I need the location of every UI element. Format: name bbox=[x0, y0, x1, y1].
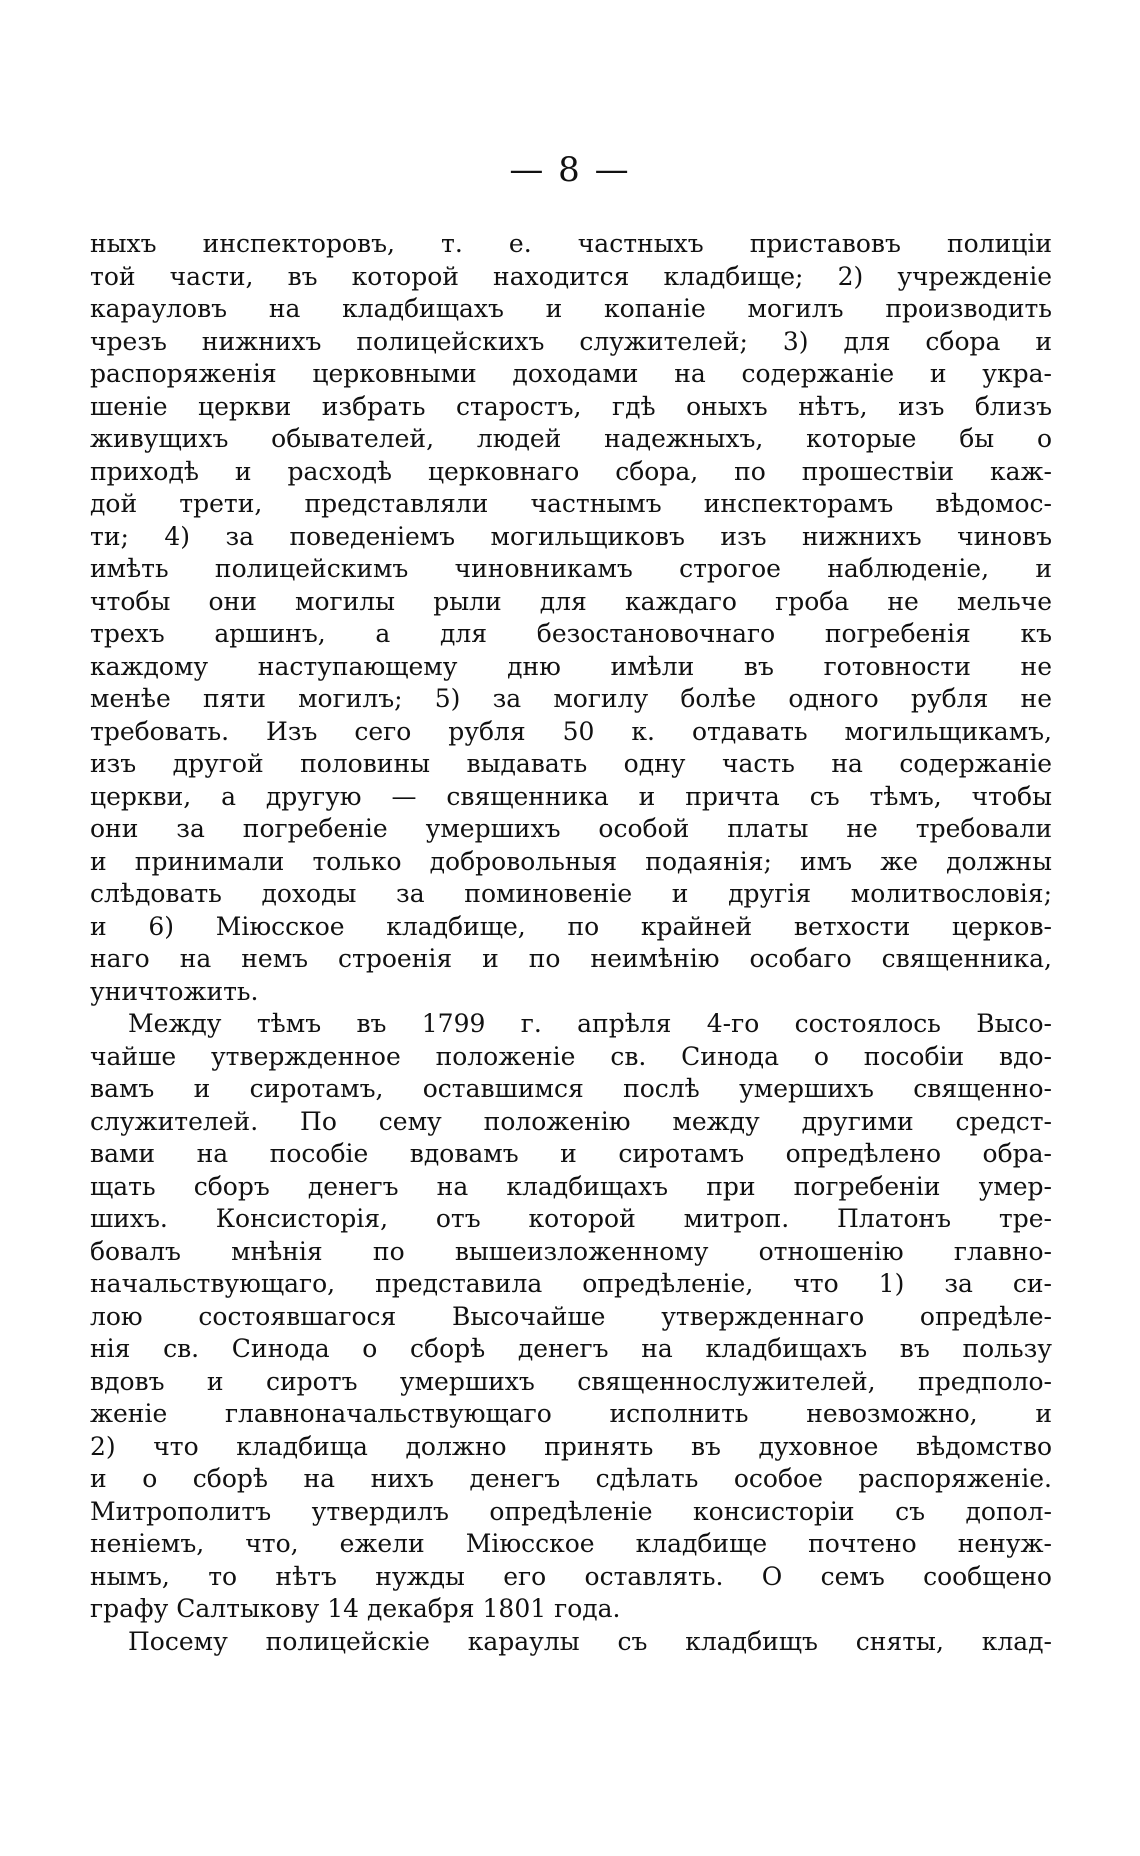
text-line: бовалъ мнѣнія по вышеизложенному отношенію главно- bbox=[90, 1236, 1052, 1266]
text-line: изъ другой половины выдавать одну часть на содержаніе bbox=[90, 749, 1052, 778]
text-line: ти; 4) за поведеніемъ могильщиковъ изъ нижнихъ чиновъ bbox=[90, 521, 1052, 551]
text-line: шеніе церкви избрать старостъ, гдѣ оныхъ нѣтъ, изъ близъ bbox=[90, 391, 1052, 421]
text-line: менѣе пяти могилъ; 5) за могилу болѣе одного рубля не bbox=[90, 684, 1052, 713]
text-line: приходѣ и расходѣ церковнаго сбора, по прошествіи каж- bbox=[90, 456, 1052, 486]
text-line: чрезъ нижнихъ полицейскихъ служителей; 3) для сбора и bbox=[90, 326, 1052, 356]
text-line: начальствующаго, представила опредѣленіе, что 1) за си- bbox=[90, 1269, 1052, 1298]
text-line: имѣть полицейскимъ чиновникамъ строгое наблюденіе, и bbox=[90, 554, 1052, 583]
text-line: карауловъ на кладбищахъ и копаніе могилъ производить bbox=[90, 294, 1052, 323]
text-line: вдовъ и сиротъ умершихъ священнослужителей, предполо- bbox=[90, 1366, 1052, 1396]
text-line: графу Салтыкову 14 декабря 1801 года. bbox=[90, 1594, 621, 1623]
text-line: щать сборъ денегъ на кладбищахъ при погребеніи умер- bbox=[90, 1171, 1052, 1201]
text-line: трехъ аршинъ, а для безостановочнаго погребенія къ bbox=[90, 619, 1052, 648]
text-line: женіе главноначальствующаго исполнить невозможно, и bbox=[90, 1399, 1052, 1428]
text-line: 2) что кладбища должно принять въ духовное вѣдомство bbox=[90, 1431, 1052, 1461]
text-line: и 6) Міюсское кладбище, по крайней ветхости церков- bbox=[90, 911, 1052, 941]
text-line: вамъ и сиротамъ, оставшимся послѣ умершихъ священно- bbox=[90, 1074, 1052, 1103]
text-line: и о сборѣ на нихъ денегъ сдѣлать особое распоряженіе. bbox=[90, 1464, 1052, 1493]
text-line: чтобы они могилы рыли для каждаго гроба не мельче bbox=[90, 586, 1052, 616]
text-line: они за погребеніе умершихъ особой платы не требовали bbox=[90, 814, 1052, 843]
text-line: нымъ, то нѣтъ нужды его оставлять. О семъ сообщено bbox=[90, 1561, 1052, 1591]
text-line: Посему полицейскіе караулы съ кладбищъ сняты, клад- bbox=[128, 1626, 1052, 1656]
text-line: служителей. По сему положенію между другими средст- bbox=[90, 1106, 1052, 1136]
text-line: живущихъ обывателей, людей надежныхъ, которые бы о bbox=[90, 424, 1052, 453]
text-line: слѣдовать доходы за поминовеніе и другія молитвословія; bbox=[90, 879, 1052, 908]
text-line: нія св. Синода о сборѣ денегъ на кладбищахъ въ пользу bbox=[90, 1334, 1052, 1363]
text-line: церкви, а другую — священника и причта съ тѣмъ, чтобы bbox=[90, 781, 1052, 811]
text-line: дой трети, представляли частнымъ инспекторамъ вѣдомос- bbox=[90, 489, 1052, 518]
text-line: шихъ. Консисторія, отъ которой митроп. Платонъ тре- bbox=[90, 1204, 1052, 1233]
body-text bbox=[90, 228, 1052, 1658]
text-line: Митрополитъ утвердилъ опредѣленіе консисторіи съ допол- bbox=[90, 1496, 1052, 1526]
text-line: чайше утвержденное положеніе св. Синода о пособіи вдо- bbox=[90, 1041, 1052, 1071]
page-number: — 8 — bbox=[509, 150, 631, 190]
text-line: каждому наступающему дню имѣли въ готовности не bbox=[90, 651, 1052, 681]
text-line: неніемъ, что, ежели Міюсское кладбище почтено ненуж- bbox=[90, 1529, 1052, 1558]
text-line: той части, въ которой находится кладбище; 2) учрежденіе bbox=[90, 261, 1052, 291]
text-line: ныхъ инспекторовъ, т. е. частныхъ приставовъ полиціи bbox=[90, 229, 1052, 258]
text-line: лою состоявшагося Высочайше утвержденнаго опредѣле- bbox=[90, 1301, 1052, 1331]
text-line: требовать. Изъ сего рубля 50 к. отдавать могильщикамъ, bbox=[90, 716, 1052, 746]
text-line: и принимали только добровольныя подаянія; имъ же должны bbox=[90, 846, 1052, 876]
text-line: вами на пособіе вдовамъ и сиротамъ опредѣлено обра- bbox=[90, 1139, 1052, 1168]
text-line: наго на немъ строенія и по неимѣнію особаго священника, bbox=[90, 944, 1052, 973]
text-line: распоряженія церковными доходами на содержаніе и укра- bbox=[90, 359, 1052, 388]
text-line: Между тѣмъ въ 1799 г. апрѣля 4-го состоялось Высо- bbox=[128, 1009, 1052, 1038]
text-line: уничтожить. bbox=[90, 976, 259, 1006]
